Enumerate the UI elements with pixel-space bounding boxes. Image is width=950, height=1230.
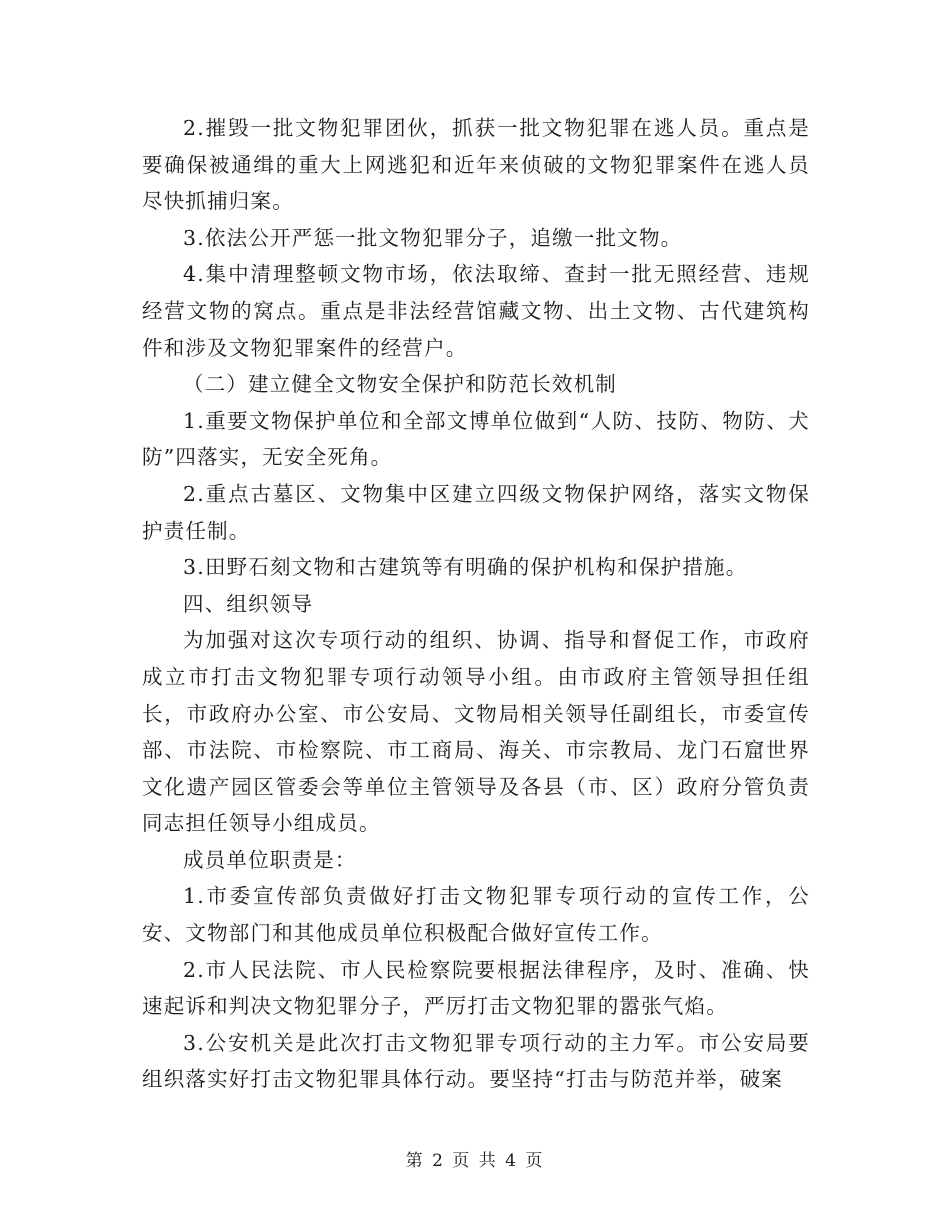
section-heading: 四、组织领导 bbox=[183, 591, 314, 616]
paragraph: 4.集中清理整顿文物市场，依法取缔、查封一批无照经营、违规经营文物的窝点。重点是非法经营馆藏文物、出土文物、古代建筑构件和涉及文物犯罪案件的经营户。 bbox=[142, 262, 810, 360]
paragraph: 3.田野石刻文物和古建筑等有明确的保护机构和保护措施。 bbox=[183, 555, 748, 580]
paragraph: 2.市人民法院、市人民检察院要根据法律程序，及时、准确、快速起诉和判决文物犯罪分子，严厉打击文物犯罪的嚣张气焰。 bbox=[142, 957, 810, 1019]
page-number-footer: 第 2 页 共 4 页 bbox=[405, 1151, 545, 1171]
paragraph: 2.摧毁一批文物犯罪团伙，抓获一批文物犯罪在逃人员。重点是要确保被通缉的重大上网逃犯和近年来侦破的文物犯罪案件在逃人员尽快抓捕归案。 bbox=[142, 116, 810, 214]
paragraph: 3.依法公开严惩一批文物犯罪分子，追缴一批文物。 bbox=[183, 225, 683, 250]
paragraph: 2.重点古墓区、文物集中区建立四级文物保护网络，落实文物保护责任制。 bbox=[142, 481, 810, 543]
section-heading: （二）建立健全文物安全保护和防范长效机制 bbox=[183, 372, 617, 397]
paragraph: 1.重要文物保护单位和全部文博单位做到“人防、技防、物防、犬防”四落实，无安全死角。 bbox=[142, 408, 810, 470]
paragraph: 成员单位职责是： bbox=[183, 847, 357, 872]
paragraph: 1.市委宣传部负责做好打击文物犯罪专项行动的宣传工作，公安、文物部门和其他成员单位积极配合做好宣传工作。 bbox=[142, 884, 810, 946]
document-body bbox=[142, 110, 810, 1098]
paragraph: 为加强对这次专项行动的组织、协调、指导和督促工作，市政府成立市打击文物犯罪专项行动领导小组。由市政府主管领导担任组长，市政府办公室、市公安局、文物局相关领导任副组长，市委宣传部、市法院、市检察院、市工商局、海关、市宗教局、龙门石窟世界文化遗产园区管委会等单位主管领导及各县（市、区）政府分管负责同志担任领导小组成员。 bbox=[142, 628, 810, 836]
paragraph: 3.公安机关是此次打击文物犯罪专项行动的主力军。市公安局要组织落实好打击文物犯罪具体行动。要坚持“打击与防范并举，破案 bbox=[142, 1030, 810, 1092]
